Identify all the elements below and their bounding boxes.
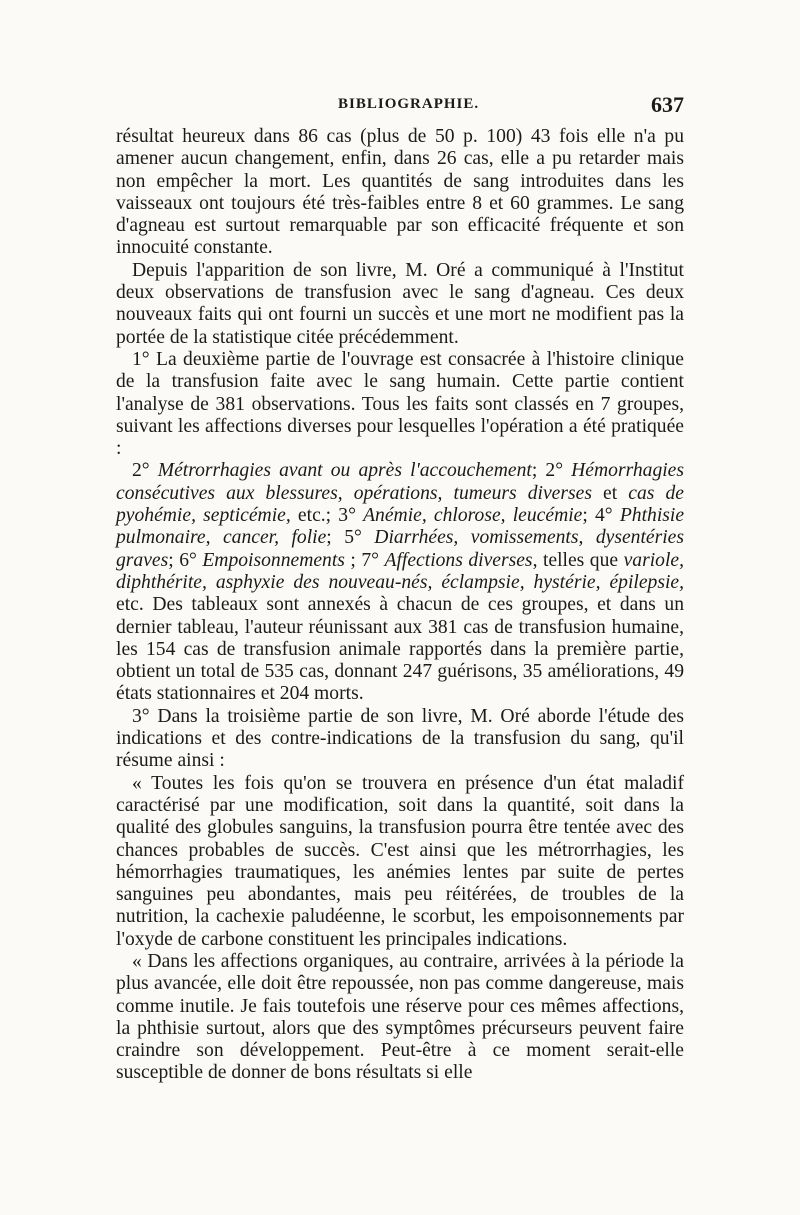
text-run: , telles que [532, 549, 624, 571]
paragraph-3 [116, 349, 684, 460]
paragraph-5 [116, 706, 684, 773]
text-run: résultat heureux dans 86 cas (plus de 50 p. 100) 43 fois elle n'a pu amener aucun changement, enfin, dans 26 cas, elle a pu retarder mais non empêcher la mort. Les quantités de sang introduites dans les vaisseaux ont toujours été très-faibles entre 8 et 60 grammes. Le sang d'agneau est surtout remarquable par son efficacité fréquente et son innocuité constante. [116, 126, 684, 259]
text-run: 3° Dans la troisième partie de son livre, M. Oré aborde l'étude des indications et des contre-indications de la transfusion du sang, qu'il résume ainsi : [116, 705, 684, 772]
text-run: etc. Des tableaux sont annexés à chacun de ces groupes, et dans un dernier tableau, l'auteur réunissant aux 381 cas de transfusion humaine, les 154 cas de transfusion animale rapportés dans la première partie, obtient un total de 535 cas, donnant 247 guérisons, 35 améliorations, 49 états stationnaires et 204 morts. [116, 594, 684, 705]
italic-text: Phthisie pulmonaire, cancer, folie [116, 505, 685, 549]
page-number: 637 [651, 92, 684, 117]
paragraph-1 [116, 126, 684, 260]
italic-text: Anémie, chlorose, leucémie [363, 505, 583, 527]
text-run: ; 4° [582, 505, 620, 527]
text-run: « Dans les affections organiques, au contraire, arrivées à la période la plus avancée, elle doit être repoussée, non pas comme dangereuse, mais comme inutile. Je fais toutefois une réserve pour ces mêmes affections, la phthisie surtout, alors que des symptômes précurseurs peuvent faire craindre son développement. Peut-être à ce moment serait-elle susceptible de donner de bons résultats si elle [116, 950, 684, 1084]
body-text [116, 126, 684, 1085]
italic-text: Hémorrhagies consécutives aux blessures, opérations, tumeurs diverses [116, 460, 685, 504]
italic-text: Diarrhées, vomissements, dysentéries graves [116, 527, 685, 571]
text-run: « Toutes les fois qu'on se trouvera en présence d'un état maladif caractérisé par une modification, soit dans la quantité, soit dans la qualité des globules sanguins, la transfusion pourra être tentée avec des chances probables de succès. C'est ainsi que les métrorrhagies, les hémorrhagies traumatiques, les anémies lentes par suite de pertes sanguines peu abondantes, mais peu réitérées, de troubles de la nutrition, la cachexie paludéenne, le scorbut, les empoisonnements par l'oxyde de carbone constituent les principales indications. [116, 772, 684, 950]
paragraph-2 [116, 260, 684, 349]
text-run: 2° [132, 460, 158, 482]
italic-text: Affections diverses [384, 549, 533, 571]
paragraph-6 [116, 773, 684, 951]
italic-text: variole, diphthérite, asphyxie des nouveau-nés, éclampsie, hystérie, épilepsie, [116, 549, 684, 593]
text-run: ; 2° [531, 460, 572, 482]
text-run: et [591, 482, 629, 504]
italic-text: Empoisonnements [202, 549, 345, 571]
text-run: etc.; 3° [290, 505, 364, 527]
running-title: BIBLIOGRAPHIE. [338, 96, 480, 112]
text-run: ; 6° [168, 549, 203, 571]
text-run: 1° La deuxième partie de l'ouvrage est consacrée à l'histoire clinique de la transfusion faite avec le sang humain. Cette partie contient l'analyse de 381 observations. Tous les faits sont classés en 7 groupes, suivant les affections diverses pour lesquelles l'opération a été pratiquée : [116, 348, 684, 460]
book-page [116, 92, 685, 1085]
text-run: Depuis l'apparition de son livre, M. Oré a communiqué à l'Institut deux observations de transfusion avec le sang d'agneau. Ces deux nouveaux faits qui ont fourni un succès et une mort ne modifient pas la portée de la statistique citée précédemment. [116, 259, 684, 348]
italic-text: Métrorrhagies avant ou après l'accouchement [157, 460, 532, 482]
paragraph-4 [116, 460, 684, 705]
text-run: ; 7° [344, 549, 385, 571]
paragraph-7 [116, 951, 684, 1085]
text-run: ; 5° [326, 527, 375, 549]
running-head [116, 92, 684, 126]
italic-text: cas de pyohémie, septicémie, [116, 482, 685, 527]
